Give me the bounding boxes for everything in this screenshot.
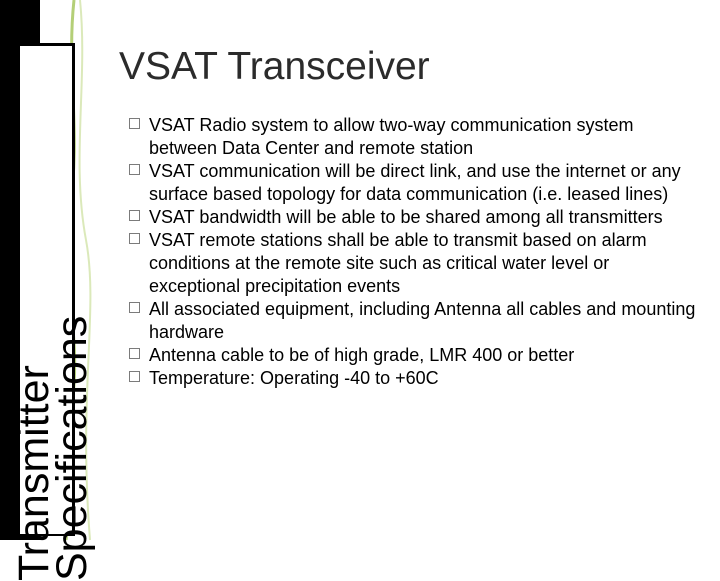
slide-title: VSAT Transceiver xyxy=(119,45,430,88)
bullet-text-5: All associated equipment, including Antenna all cables and mounting hardware xyxy=(149,299,696,342)
square-bullet-icon xyxy=(129,210,140,221)
square-bullet-icon xyxy=(129,233,140,244)
bullet-item-5 xyxy=(129,298,704,344)
vertical-title-wrapper xyxy=(10,46,130,581)
bullet-item-6 xyxy=(129,344,704,367)
bullet-text-4: VSAT remote stations shall be able to transmit based on alarm conditions at the remote site such as critical water level or exceptional precipitation events xyxy=(149,230,647,296)
bullet-item-2 xyxy=(129,160,704,206)
bullet-item-1 xyxy=(129,114,704,160)
bullet-text-2: VSAT communication will be direct link, and use the internet or any surface based topology for data communication (i.e. leased lines) xyxy=(149,161,681,204)
square-bullet-icon xyxy=(129,118,140,129)
square-bullet-icon xyxy=(129,371,140,382)
bullet-item-4 xyxy=(129,229,704,298)
vertical-title-line-1: Transmitter xyxy=(10,365,58,581)
bullet-text-1: VSAT Radio system to allow two-way communication system between Data Center and remote station xyxy=(149,115,634,158)
square-bullet-icon xyxy=(129,348,140,359)
bullet-list xyxy=(129,114,704,390)
vertical-title-frame xyxy=(10,43,96,581)
bullet-item-3 xyxy=(129,206,704,229)
bullet-text-7: Temperature: Operating -40 to +60C xyxy=(149,368,439,388)
square-bullet-icon xyxy=(129,302,140,313)
square-bullet-icon xyxy=(129,164,140,175)
bullet-item-7 xyxy=(129,367,704,390)
vertical-section-title xyxy=(10,101,96,581)
vertical-title-line-2: Specifications xyxy=(48,315,96,581)
bullet-text-3: VSAT bandwidth will be able to be shared among all transmitters xyxy=(149,207,663,227)
bullet-text-6: Antenna cable to be of high grade, LMR 400 or better xyxy=(149,345,575,365)
